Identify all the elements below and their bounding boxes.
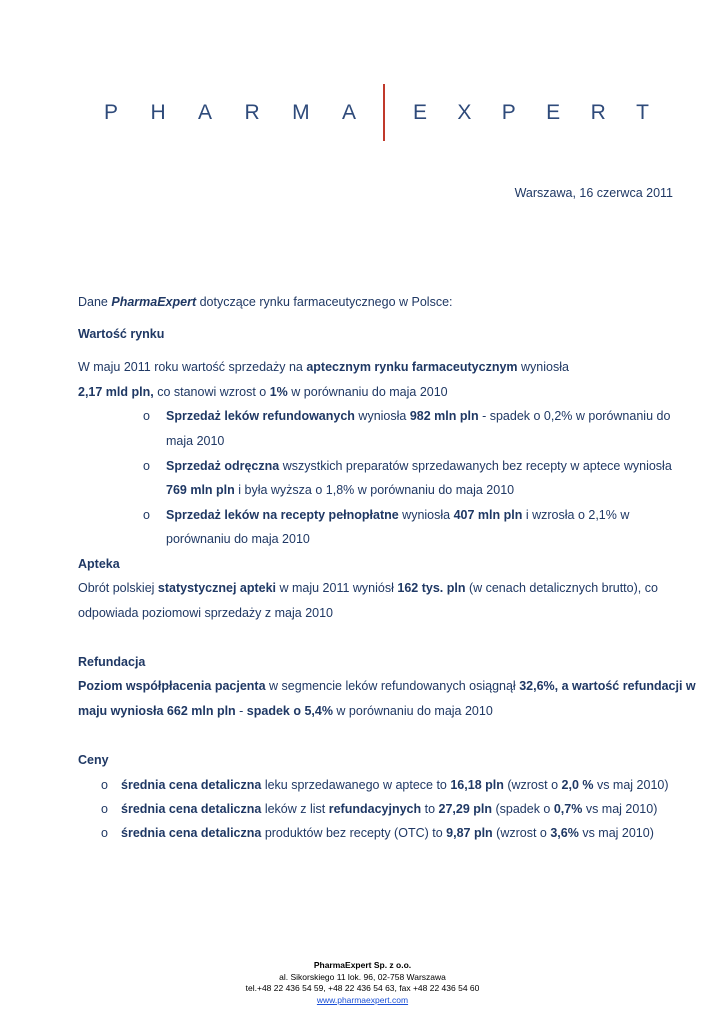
pharmacy-line-2: odpowiada poziomowi sprzedaży z maja 2010 [78, 606, 334, 620]
market-bullet-3-line-1: Sprzedaż leków na recepty pełnopłatne wyniosła 407 mln pln i wzrosła o 2,1% w [166, 508, 630, 522]
market-bullet-1-line-1: Sprzedaż leków refundowanych wyniosła 982 mln pln - spadek o 0,2% w porównaniu do [166, 409, 671, 423]
bullet-marker: o [101, 802, 108, 816]
intro-line: Dane PharmaExpert dotyczące rynku farmaceutycznego w Polsce: [78, 295, 453, 309]
market-bullet-2-line-1: Sprzedaż odręczna wszystkich preparatów sprzedawanych bez recepty w aptece wyniosła [166, 459, 672, 473]
pharmacy-line-1: Obrót polskiej statystycznej apteki w maju 2011 wyniósł 162 tys. pln (w cenach detalicznych brutto), co [78, 581, 658, 595]
market-line-2: 2,17 mld pln, co stanowi wzrost o 1% w porównaniu do maja 2010 [78, 385, 448, 399]
market-bullet-2-line-2: 769 mln pln i była wyższa o 1,8% w porównaniu do maja 2010 [166, 483, 515, 497]
price-item-3: średnia cena detaliczna produktów bez recepty (OTC) to 9,87 pln (wzrost o 3,6% vs maj 2010) [121, 826, 654, 840]
section-heading-pharmacy: Apteka [78, 557, 120, 571]
refund-line-2: maju wyniosła 662 mln pln - spadek o 5,4% w porównaniu do maja 2010 [78, 704, 493, 718]
logo-word-pharma: P H A R M A [104, 101, 356, 124]
price-item-1: średnia cena detaliczna leku sprzedawanego w aptece to 16,18 pln (wzrost o 2,0 % vs maj 2010) [121, 778, 669, 792]
bullet-marker: o [143, 459, 150, 473]
price-item-2: średnia cena detaliczna leków z list refundacyjnych to 27,29 pln (spadek o 0,7% vs maj 2010) [121, 802, 658, 816]
bullet-marker: o [143, 409, 150, 423]
company-logo [0, 84, 725, 144]
section-heading-prices: Ceny [78, 753, 109, 767]
logo-word-expert: E X P E R T [413, 101, 649, 124]
market-bullet-3-line-2: porównaniu do maja 2010 [166, 532, 310, 546]
footer-phones: tel.+48 22 436 54 59, +48 22 436 54 63, fax +48 22 436 54 60 [245, 983, 480, 993]
footer-address: al. Sikorskiego 11 lok. 96, 02-758 Warszawa [279, 971, 446, 982]
footer-company: PharmaExpert Sp. z o.o. [313, 960, 412, 970]
logo-divider [383, 84, 385, 141]
footer-website-link[interactable]: www.pharmaexpert.com [316, 994, 409, 1005]
bullet-marker: o [101, 778, 108, 792]
section-heading-refund: Refundacja [78, 655, 146, 669]
footer [0, 960, 725, 1006]
bullet-marker: o [101, 826, 108, 840]
market-line-1: W maju 2011 roku wartość sprzedaży na aptecznym rynku farmaceutycznym wyniosła [78, 360, 569, 374]
refund-line-1: Poziom współpłacenia pacjenta w segmencie leków refundowanych osiągnął 32,6%, a wartość refundacji w [78, 679, 696, 693]
market-bullet-1-line-2: maja 2010 [166, 434, 225, 448]
document-date: Warszawa, 16 czerwca 2011 [514, 186, 673, 200]
section-heading-market: Wartość rynku [78, 327, 165, 341]
bullet-marker: o [143, 508, 150, 522]
